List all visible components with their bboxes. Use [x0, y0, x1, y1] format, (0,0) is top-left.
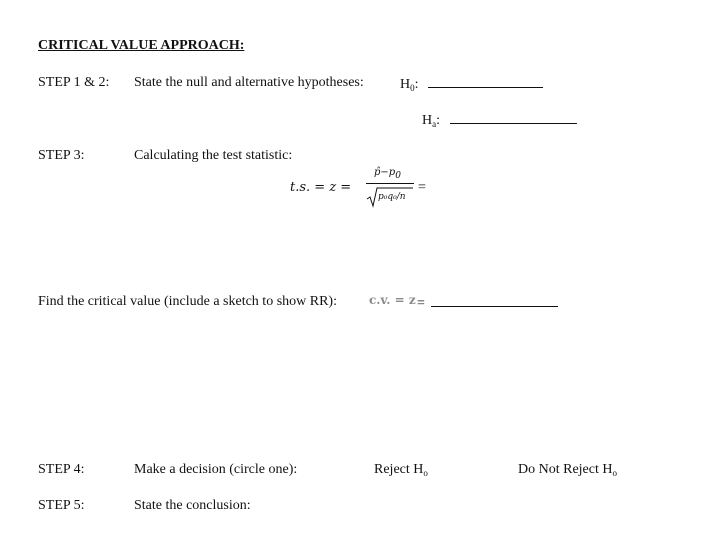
h0-answer-blank[interactable]	[428, 75, 543, 88]
fraction-bar	[366, 183, 414, 184]
reject-option-text: Reject H	[374, 462, 424, 477]
numerator-text: p̂−p	[374, 167, 396, 178]
h0-colon: :	[414, 77, 419, 92]
page-title: CRITICAL VALUE APPROACH:	[38, 38, 245, 53]
decision-do-not-reject-option[interactable]	[518, 462, 617, 478]
ha-answer-blank[interactable]	[450, 111, 577, 124]
ha-line	[422, 111, 577, 129]
h0-symbol: H	[400, 77, 411, 92]
ha-symbol: H	[422, 113, 433, 128]
numerator-subscript: 0	[395, 171, 401, 181]
critical-value-equals: =	[417, 296, 425, 311]
step12-text: State the null and alternative hypotheses:	[134, 75, 364, 90]
step12-label: STEP 1 & 2:	[38, 75, 110, 90]
critical-value-line	[417, 294, 558, 312]
decision-reject-option[interactable]	[374, 462, 428, 478]
ha-subscript: a	[432, 119, 437, 129]
do-not-reject-option-subscript: o	[612, 468, 617, 478]
test-statistic-lhs: t.s. = z =	[290, 180, 352, 195]
test-statistic-fraction	[366, 166, 414, 210]
reject-option-subscript: o	[423, 468, 428, 478]
step4-text: Make a decision (circle one):	[134, 462, 298, 477]
fraction-denominator: p₀q₀/n	[378, 192, 406, 202]
test-statistic-equals: =	[418, 180, 426, 195]
h0-subscript: 0	[410, 83, 415, 93]
step3-label: STEP 3:	[38, 148, 85, 163]
step4-label: STEP 4:	[38, 462, 85, 477]
step5-text: State the conclusion:	[134, 498, 251, 513]
critical-value-answer-blank[interactable]	[431, 294, 558, 307]
critical-value-text: Find the critical value (include a sketch to show RR):	[38, 294, 337, 309]
step5-label: STEP 5:	[38, 498, 85, 513]
do-not-reject-option-text: Do Not Reject H	[518, 462, 613, 477]
fraction-numerator	[374, 166, 401, 180]
h0-line	[400, 75, 543, 93]
critical-value-label: c.v. = z	[369, 293, 416, 307]
ha-colon: :	[436, 113, 441, 128]
step3-text: Calculating the test statistic:	[134, 148, 293, 163]
